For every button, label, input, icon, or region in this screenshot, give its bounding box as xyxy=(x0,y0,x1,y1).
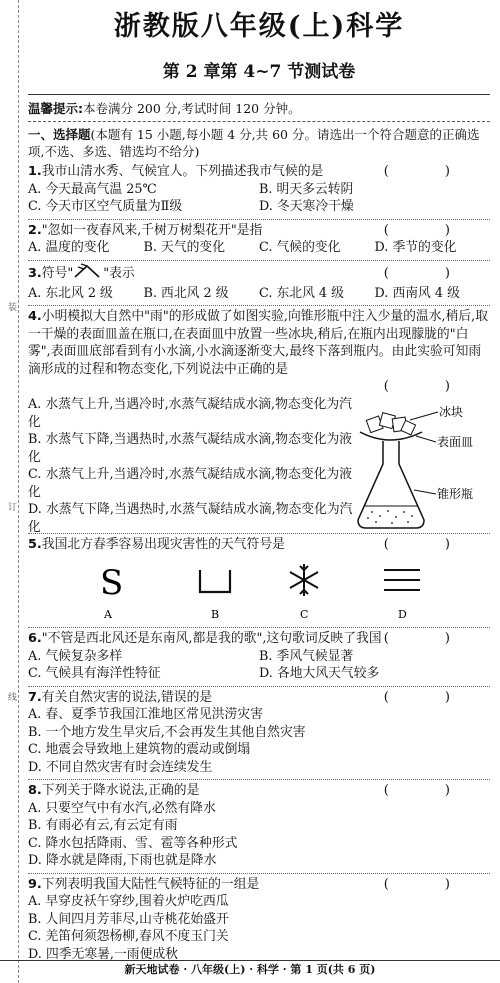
letter-d: D xyxy=(398,608,407,621)
binding-margin-line xyxy=(18,0,19,983)
option-a: A. 水蒸气上升,当遇冷时,水蒸气凝结成水滴,物态变化为汽化 xyxy=(28,397,352,430)
option-b: B. 有雨必有云,有云定有雨 xyxy=(28,818,178,833)
divider xyxy=(28,94,490,95)
option-d: D. 冬天寒冷干燥 xyxy=(259,199,354,214)
section-text: (本题有 15 小题,每小题 4 分,共 60 分。请选出一个符合题意的正确选项,不选、多选、错选均不给分) xyxy=(28,127,480,159)
question-4 xyxy=(28,308,490,535)
question-stem: 下列表明我国大陆性气候特征的一组是 xyxy=(41,876,260,892)
option-a: A. 只要空气中有水汽,必然有降水 xyxy=(28,800,216,816)
exam-page xyxy=(28,0,490,963)
question-stem: 小明模拟大自然中"雨"的形成做了如图实验,向锥形瓶中注入少量的温水,稍后,取一干燥的表面皿盖在瓶口,在表面皿中放置一些冰块,稍后,在瓶内出现朦胧的"白雾",表面皿底部看到有小水滴,小水滴逐渐变大,最终下落到瓶内。由此实验可知雨滴形成的过程和物态变化,下列说法中正确的是 xyxy=(28,309,489,377)
question-stem: 有关自然灾害的说法,错误的是 xyxy=(41,689,213,705)
separator xyxy=(28,627,490,628)
answer-paren-5[interactable]: ( ) xyxy=(383,537,476,552)
option-d: D. 不同自然灾害有时会连续发生 xyxy=(28,759,213,775)
question-stem: 下列关于降水说法,正确的是 xyxy=(41,783,200,798)
option-d: D. 四季无寒暑,一雨便成秋 xyxy=(28,946,178,962)
ice-label: 冰块 xyxy=(439,405,464,419)
option-c: C. 气候的变化 xyxy=(259,240,341,255)
tip xyxy=(28,100,490,118)
answer-paren-9[interactable]: ( ) xyxy=(383,876,476,892)
option-a: A. 今天最高气温 25℃ xyxy=(28,181,157,197)
letter-a: A xyxy=(104,608,112,621)
separator xyxy=(28,260,490,261)
question-2 xyxy=(28,222,490,257)
margin-mark-2: 订 xyxy=(8,503,18,513)
option-a: A. 早穿皮袄午穿纱,围着火炉吃西瓜 xyxy=(28,894,229,909)
option-d: D. 降水就是降雨,下雨也就是降水 xyxy=(28,853,217,868)
question-8 xyxy=(28,782,490,870)
letter-b: B xyxy=(211,608,220,621)
question-number: 4. xyxy=(28,309,42,324)
letter-c: C xyxy=(300,608,309,621)
option-a: A. 春、夏季节我国江淮地区常见洪涝灾害 xyxy=(28,707,263,722)
page-subtitle: 第 2 章第 4~7 节测试卷 xyxy=(162,62,356,82)
answer-paren-1[interactable]: ( ) xyxy=(383,164,476,179)
option-c: C. 水蒸气上升,当遇冷时,水蒸气凝结成水滴,物态变化为液化 xyxy=(28,467,353,500)
margin-mark-1: 装 xyxy=(8,303,18,313)
question-9 xyxy=(28,876,490,964)
answer-paren-3[interactable]: ( ) xyxy=(383,265,476,281)
question-stem: "忽如一夜春风来,千树万树梨花开"是指 xyxy=(41,222,263,238)
page-footer: 新天地试卷 · 八年级(上) · 科学 · 第 1 页(共 6 页) xyxy=(124,963,376,976)
separator xyxy=(28,873,490,874)
answer-paren-4[interactable]: ( ) xyxy=(383,379,476,394)
separator xyxy=(28,779,490,780)
question-stem-a: 符号" xyxy=(41,265,74,281)
margin-mark-3: 线 xyxy=(8,693,18,703)
answer-paren-8[interactable]: ( ) xyxy=(383,783,476,798)
option-c: C. 今天市区空气质量为Ⅱ级 xyxy=(28,199,183,214)
option-b: B. 水蒸气下降,当遇热时,水蒸气凝结成水滴,物态变化为液化 xyxy=(28,432,353,465)
option-d: D. 各地大风天气较多 xyxy=(259,666,380,681)
option-d: D. 水蒸气下降,当遇热时,水蒸气凝结成水滴,物态变化为汽化 xyxy=(28,502,353,535)
ice-cubes-icon xyxy=(366,413,415,435)
option-a: A. 温度的变化 xyxy=(28,240,110,255)
question-stem: 我市山清水秀、气候宜人。下列描述我市气候的是 xyxy=(41,164,324,179)
question-6 xyxy=(28,630,490,683)
answer-paren-2[interactable]: ( ) xyxy=(383,222,476,238)
symbol-a-icon: S xyxy=(100,563,124,603)
tip-text: 本卷满分 200 分,考试时间 120 分钟。 xyxy=(83,101,301,116)
option-d: D. 季节的变化 xyxy=(374,240,457,255)
option-c: C. 羌笛何须怨杨柳,春风不度玉门关 xyxy=(28,929,229,944)
question-number: 6. xyxy=(28,631,42,646)
snowflake-icon xyxy=(290,564,318,596)
option-b: B. 明天多云转阴 xyxy=(259,181,354,197)
question-7 xyxy=(28,689,490,777)
fog-icon xyxy=(384,570,420,590)
option-c: C. 降水包括降雨、雪、雹等各种形式 xyxy=(28,835,238,851)
option-b: B. 季风气候显著 xyxy=(259,648,354,664)
flask-icon xyxy=(358,441,424,528)
weather-symbols xyxy=(28,556,490,624)
dish-label: 表面皿 xyxy=(437,435,474,449)
answer-paren-6[interactable]: ( ) xyxy=(383,631,476,646)
option-c: C. 地震会导致地上建筑物的震动或倒塌 xyxy=(28,742,251,757)
wind-symbol-icon xyxy=(73,263,103,279)
tip-label: 温馨提示: xyxy=(28,101,83,116)
question-stem: 我国北方春季容易出现灾害性的天气符号是 xyxy=(41,537,285,552)
flask-diagram xyxy=(350,398,482,538)
option-c: C. 东北风 4 级 xyxy=(259,285,344,301)
question-number: 8. xyxy=(28,783,42,798)
question-3 xyxy=(28,263,490,303)
symbol-b-icon xyxy=(200,570,230,592)
q4-options xyxy=(28,396,353,536)
question-stem-b: "表示 xyxy=(103,265,135,281)
flask-label: 锥形瓶 xyxy=(437,487,474,501)
question-1 xyxy=(28,163,490,216)
option-a: A. 气候复杂多样 xyxy=(28,648,123,664)
option-a: A. 东北风 2 级 xyxy=(28,285,113,301)
question-5 xyxy=(28,536,490,624)
dish-icon xyxy=(360,432,422,440)
question-number: 2. xyxy=(28,222,42,238)
question-number: 3. xyxy=(28,265,42,281)
page-title: 浙教版八年级(上)科学 xyxy=(113,11,405,42)
question-number: 7. xyxy=(28,689,42,705)
section-label: 一、选择题 xyxy=(28,127,91,142)
option-c: C. 气候具有海洋性特征 xyxy=(28,666,161,681)
option-b: B. 天气的变化 xyxy=(143,240,226,255)
question-number: 5. xyxy=(28,537,42,552)
section-heading xyxy=(28,126,490,160)
separator xyxy=(28,219,490,220)
option-b: B. 一个地方发生旱灾后,不会再发生其他自然灾害 xyxy=(28,724,306,740)
option-d: D. 西南风 4 级 xyxy=(374,285,460,301)
answer-paren-7[interactable]: ( ) xyxy=(383,689,476,705)
question-stem: "不管是西北风还是东南风,都是我的歌",这句歌词反映了我国 xyxy=(41,631,382,646)
separator xyxy=(28,686,490,687)
option-b: B. 人间四月芳菲尽,山寺桃花始盛开 xyxy=(28,911,229,927)
question-number: 1. xyxy=(28,164,42,179)
option-b: B. 西北风 2 级 xyxy=(143,285,229,301)
separator xyxy=(28,305,490,306)
question-number: 9. xyxy=(28,876,42,892)
divider-dashed xyxy=(28,121,490,122)
